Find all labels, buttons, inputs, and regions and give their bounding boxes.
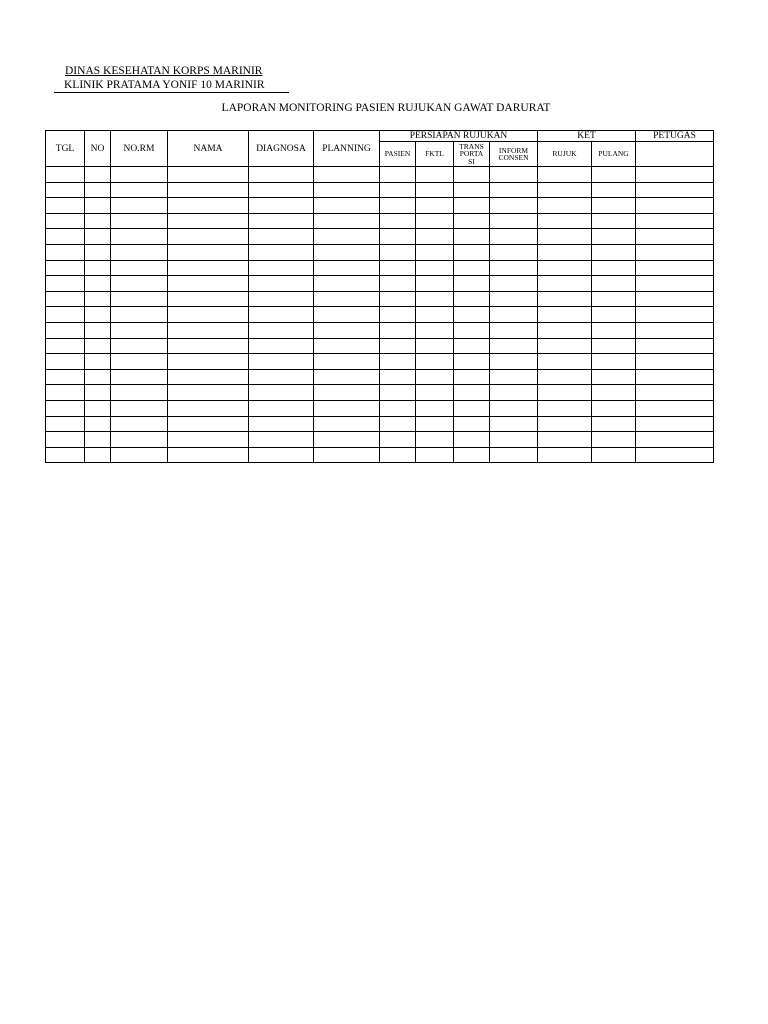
table-cell (380, 291, 416, 307)
table-cell (490, 260, 538, 276)
table-cell (490, 244, 538, 260)
table-cell (636, 276, 714, 292)
group-persiapan-rujukan: PERSIAPAN RUJUKAN (380, 131, 538, 142)
table-cell (538, 385, 592, 401)
report-title: LAPORAN MONITORING PASIEN RUJUKAN GAWAT DARURAT (221, 102, 551, 114)
table-cell (380, 385, 416, 401)
table-cell (636, 338, 714, 354)
table-cell (592, 369, 636, 385)
table-cell (111, 447, 168, 463)
col-norm: NO.RM (111, 131, 168, 167)
table-cell (46, 385, 85, 401)
table-cell (636, 260, 714, 276)
table-cell (380, 244, 416, 260)
table-cell (380, 432, 416, 448)
table-cell (380, 400, 416, 416)
table-cell (46, 260, 85, 276)
header-agency: DINAS KESEHATAN KORPS MARINIR (65, 65, 263, 77)
group-petugas: PETUGAS (636, 131, 714, 142)
subcol-rujuk: RUJUK (538, 142, 592, 167)
table-cell (416, 213, 454, 229)
subcol-inform-line1: INFORM (498, 145, 529, 155)
subcol-inform-consen (490, 142, 538, 167)
table-cell (46, 322, 85, 338)
table-cell (111, 276, 168, 292)
table-cell (490, 198, 538, 214)
table-cell (249, 369, 314, 385)
table-row (46, 416, 714, 432)
table-cell (168, 354, 249, 370)
table-cell (249, 338, 314, 354)
table-cell (636, 369, 714, 385)
table-cell (85, 400, 111, 416)
table-cell (249, 198, 314, 214)
table-row (46, 322, 714, 338)
table-cell (85, 338, 111, 354)
table-cell (249, 307, 314, 323)
table-cell (454, 416, 490, 432)
table-cell (111, 369, 168, 385)
table-cell (85, 354, 111, 370)
table-cell (490, 307, 538, 323)
table-cell (538, 260, 592, 276)
table-row (46, 182, 714, 198)
table-cell (249, 400, 314, 416)
table-cell (592, 338, 636, 354)
table-cell (168, 229, 249, 245)
table-cell (168, 244, 249, 260)
table-cell (111, 322, 168, 338)
table-cell (46, 244, 85, 260)
table-cell (454, 167, 490, 183)
table-cell (454, 432, 490, 448)
table-cell (168, 198, 249, 214)
group-ket: KET (538, 131, 636, 142)
table-cell (85, 260, 111, 276)
table-cell (454, 447, 490, 463)
table-cell (380, 167, 416, 183)
table-cell (416, 416, 454, 432)
header-row-1 (46, 131, 714, 142)
table-row (46, 244, 714, 260)
table-cell (636, 244, 714, 260)
table-cell (416, 369, 454, 385)
table-cell (416, 291, 454, 307)
table-cell (85, 229, 111, 245)
table-cell (314, 416, 380, 432)
table-cell (168, 385, 249, 401)
table-cell (85, 369, 111, 385)
table-cell (592, 260, 636, 276)
table-cell (249, 182, 314, 198)
table-cell (46, 276, 85, 292)
table-cell (416, 276, 454, 292)
table-cell (249, 229, 314, 245)
table-cell (168, 447, 249, 463)
table-cell (636, 213, 714, 229)
table-cell (168, 213, 249, 229)
table-cell (538, 354, 592, 370)
subcol-pulang: PULANG (592, 142, 636, 167)
col-no: NO (85, 131, 111, 167)
table-cell (111, 385, 168, 401)
table-cell (490, 338, 538, 354)
table-cell (46, 338, 85, 354)
table-cell (380, 213, 416, 229)
table-cell (416, 385, 454, 401)
table-cell (538, 291, 592, 307)
table-cell (636, 182, 714, 198)
table-cell (538, 229, 592, 245)
table-cell (636, 307, 714, 323)
table-cell (46, 213, 85, 229)
table-cell (490, 229, 538, 245)
table-cell (454, 182, 490, 198)
table-cell (416, 447, 454, 463)
table-cell (538, 369, 592, 385)
table-cell (538, 322, 592, 338)
table-cell (249, 167, 314, 183)
table-cell (168, 167, 249, 183)
table-cell (636, 416, 714, 432)
table-cell (85, 182, 111, 198)
table-cell (380, 447, 416, 463)
table-cell (538, 432, 592, 448)
subcol-inform-line2: CONSEN (498, 153, 529, 162)
subcol-petugas-blank (636, 142, 714, 167)
table-row (46, 385, 714, 401)
table-cell (85, 244, 111, 260)
table-cell (380, 198, 416, 214)
header-clinic: KLINIK PRATAMA YONIF 10 MARINIR (54, 79, 289, 93)
table-cell (454, 276, 490, 292)
subcol-pasien: PASIEN (380, 142, 416, 167)
table-cell (380, 182, 416, 198)
subcol-transportasi-line3: SI (468, 156, 475, 166)
table-cell (592, 400, 636, 416)
table-cell (314, 229, 380, 245)
table-cell (314, 447, 380, 463)
table-cell (636, 229, 714, 245)
table-cell (249, 213, 314, 229)
table-cell (380, 354, 416, 370)
table-cell (111, 416, 168, 432)
table-cell (168, 307, 249, 323)
table-cell (314, 354, 380, 370)
table-cell (314, 167, 380, 183)
table-cell (538, 307, 592, 323)
table-cell (490, 167, 538, 183)
table-cell (46, 229, 85, 245)
table-cell (85, 198, 111, 214)
table-cell (636, 167, 714, 183)
table-cell (249, 385, 314, 401)
table-cell (490, 447, 538, 463)
table-cell (168, 432, 249, 448)
table-cell (636, 400, 714, 416)
table-cell (314, 276, 380, 292)
table-cell (380, 276, 416, 292)
table-cell (168, 416, 249, 432)
table-cell (454, 338, 490, 354)
table-cell (416, 432, 454, 448)
table-cell (249, 276, 314, 292)
table-cell (416, 354, 454, 370)
table-cell (111, 291, 168, 307)
table-cell (249, 322, 314, 338)
table-cell (380, 338, 416, 354)
table-cell (111, 307, 168, 323)
table-cell (592, 447, 636, 463)
subcol-transportasi-line1: TRANS (459, 141, 484, 151)
table-cell (592, 198, 636, 214)
col-diagnosa: DIAGNOSA (249, 131, 314, 167)
table-cell (380, 416, 416, 432)
table-cell (416, 182, 454, 198)
table-cell (636, 385, 714, 401)
table-cell (636, 354, 714, 370)
table-cell (490, 416, 538, 432)
table-cell (46, 416, 85, 432)
table-cell (168, 369, 249, 385)
table-cell (249, 354, 314, 370)
table-cell (416, 198, 454, 214)
col-planning: PLANNING (314, 131, 380, 167)
table-cell (490, 369, 538, 385)
table-cell (538, 182, 592, 198)
table-cell (249, 291, 314, 307)
table-row (46, 432, 714, 448)
table-cell (592, 432, 636, 448)
table-cell (168, 276, 249, 292)
table-cell (111, 182, 168, 198)
table-cell (454, 354, 490, 370)
table-cell (592, 385, 636, 401)
table-row (46, 354, 714, 370)
table-cell (538, 447, 592, 463)
table-row (46, 400, 714, 416)
table-cell (490, 432, 538, 448)
table-cell (111, 244, 168, 260)
table-cell (111, 400, 168, 416)
table-cell (314, 260, 380, 276)
table-cell (249, 447, 314, 463)
table-cell (168, 338, 249, 354)
table-cell (111, 260, 168, 276)
table-cell (46, 182, 85, 198)
table-cell (592, 276, 636, 292)
table-cell (111, 354, 168, 370)
table-cell (490, 182, 538, 198)
table-cell (85, 167, 111, 183)
table-row (46, 276, 714, 292)
table-cell (538, 400, 592, 416)
table-cell (416, 400, 454, 416)
table-cell (168, 400, 249, 416)
table-cell (85, 416, 111, 432)
table-cell (490, 385, 538, 401)
table-cell (490, 354, 538, 370)
table-cell (249, 416, 314, 432)
table-cell (636, 291, 714, 307)
col-nama: NAMA (168, 131, 249, 167)
table-cell (454, 385, 490, 401)
table-cell (46, 447, 85, 463)
table-row (46, 198, 714, 214)
table-cell (380, 260, 416, 276)
table-cell (85, 276, 111, 292)
monitoring-table (45, 130, 714, 463)
table-cell (111, 338, 168, 354)
table-cell (314, 213, 380, 229)
table-cell (592, 322, 636, 338)
table-cell (416, 167, 454, 183)
table-cell (592, 416, 636, 432)
table-cell (416, 244, 454, 260)
table-cell (490, 322, 538, 338)
table-cell (85, 322, 111, 338)
table-cell (46, 400, 85, 416)
subcol-transportasi (454, 142, 490, 167)
table-cell (636, 322, 714, 338)
table-cell (249, 432, 314, 448)
table-cell (416, 260, 454, 276)
table-cell (592, 354, 636, 370)
table-cell (249, 260, 314, 276)
table-cell (592, 291, 636, 307)
table-cell (314, 182, 380, 198)
table-cell (85, 385, 111, 401)
table-cell (168, 182, 249, 198)
table-cell (454, 213, 490, 229)
table-cell (538, 198, 592, 214)
table-cell (454, 400, 490, 416)
table-cell (592, 167, 636, 183)
table-cell (314, 198, 380, 214)
table-cell (454, 198, 490, 214)
table-cell (454, 244, 490, 260)
table-cell (454, 307, 490, 323)
table-cell (111, 229, 168, 245)
table-cell (490, 400, 538, 416)
table-cell (314, 291, 380, 307)
table-cell (314, 400, 380, 416)
table-cell (416, 338, 454, 354)
table-cell (538, 416, 592, 432)
table-cell (636, 198, 714, 214)
table-cell (46, 369, 85, 385)
table-cell (85, 291, 111, 307)
table-cell (46, 307, 85, 323)
table-cell (454, 322, 490, 338)
table-cell (538, 167, 592, 183)
table-cell (314, 369, 380, 385)
table-row (46, 291, 714, 307)
table-cell (168, 260, 249, 276)
table-row (46, 213, 714, 229)
table-cell (85, 213, 111, 229)
table-cell (46, 354, 85, 370)
table-cell (380, 369, 416, 385)
table-row (46, 167, 714, 183)
table-cell (46, 291, 85, 307)
table-cell (314, 244, 380, 260)
table-cell (46, 167, 85, 183)
table-cell (46, 198, 85, 214)
table-cell (454, 369, 490, 385)
table-cell (249, 244, 314, 260)
table-cell (490, 291, 538, 307)
table-cell (85, 432, 111, 448)
table-cell (314, 338, 380, 354)
table-cell (85, 307, 111, 323)
table-cell (490, 213, 538, 229)
table-cell (490, 276, 538, 292)
table-cell (538, 276, 592, 292)
table-cell (454, 229, 490, 245)
table-cell (111, 167, 168, 183)
table-cell (380, 229, 416, 245)
table-cell (314, 385, 380, 401)
table-cell (592, 182, 636, 198)
table-cell (168, 291, 249, 307)
table-row (46, 260, 714, 276)
table-cell (592, 213, 636, 229)
table-cell (111, 198, 168, 214)
table-cell (168, 322, 249, 338)
table-cell (416, 322, 454, 338)
document-header (54, 64, 289, 93)
col-tgl: TGL (46, 131, 85, 167)
table-cell (538, 244, 592, 260)
subcol-fktl: FKTL (416, 142, 454, 167)
table-cell (538, 338, 592, 354)
table-cell (111, 432, 168, 448)
table-row (46, 229, 714, 245)
table-cell (111, 213, 168, 229)
table-cell (46, 432, 85, 448)
table-cell (592, 244, 636, 260)
table-cell (416, 307, 454, 323)
table-row (46, 447, 714, 463)
table-cell (538, 213, 592, 229)
table-cell (314, 432, 380, 448)
table-cell (380, 307, 416, 323)
table-cell (314, 322, 380, 338)
table-cell (380, 322, 416, 338)
table-cell (636, 447, 714, 463)
table-cell (416, 229, 454, 245)
table-cell (85, 447, 111, 463)
table-row (46, 369, 714, 385)
table-row (46, 338, 714, 354)
table-cell (592, 229, 636, 245)
table-cell (454, 260, 490, 276)
table-body (46, 167, 714, 463)
table-cell (454, 291, 490, 307)
subcol-transportasi-line2: PORTA (459, 149, 484, 159)
table-cell (314, 307, 380, 323)
table-cell (636, 432, 714, 448)
table-row (46, 307, 714, 323)
table-cell (592, 307, 636, 323)
